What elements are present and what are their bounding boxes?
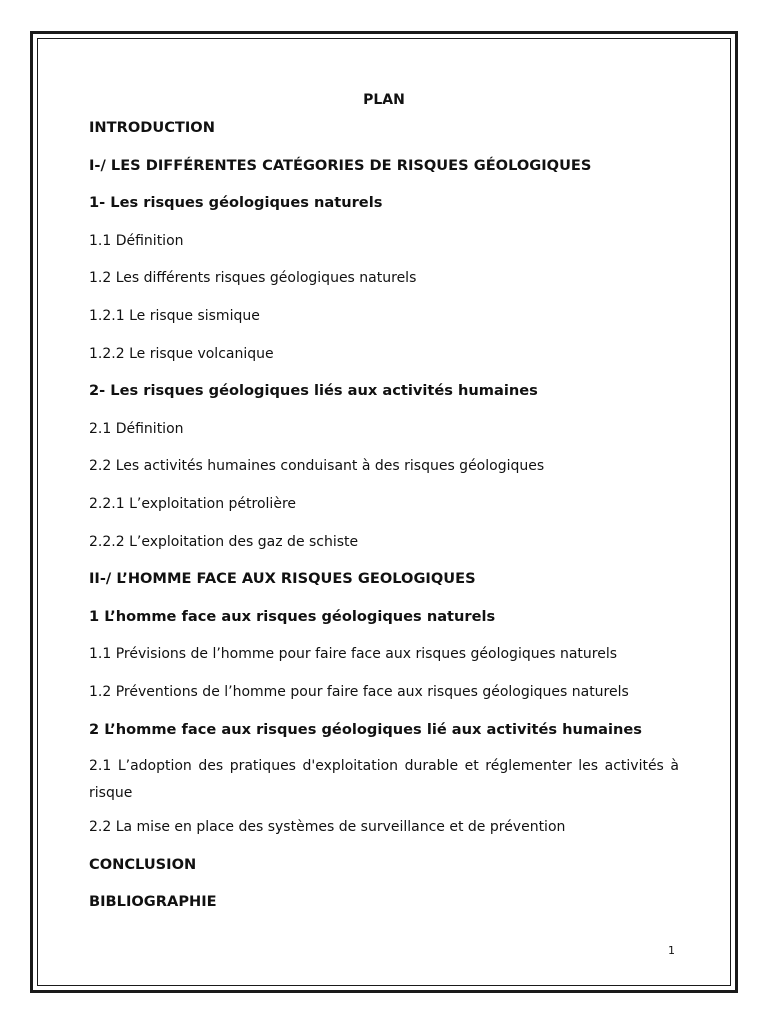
toc-entry-part2-1-2: 1.2 Préventions de l’homme pour faire face aux risques géologiques naturels: [89, 683, 629, 700]
toc-entry-2-1: 2.1 Définition: [89, 420, 184, 437]
toc-entry-part2-2-1: 2.1 L’adoption des pratiques d'exploitation durable et réglementer les activités à risque: [89, 758, 679, 802]
toc-entry-part2-1-1: 1.1 Prévisions de l’homme pour faire face aux risques géologiques naturels: [89, 646, 618, 663]
toc-entry-2-2: 2.2 Les activités humaines conduisant à des risques géologiques: [89, 458, 545, 475]
toc-entry-part2-section-2: 2 L’homme face aux risques géologiques lié aux activités humaines: [89, 720, 642, 738]
document-content: [89, 90, 679, 929]
toc-entry-2-2-1: 2.2.1 L’exploitation pétrolière: [89, 495, 296, 512]
document-title: PLAN: [363, 92, 405, 108]
toc-entry-part2-section-1: 1 L’homme face aux risques géologiques naturels: [89, 607, 496, 625]
toc-entry-1-2-2: 1.2.2 Le risque volcanique: [89, 345, 274, 362]
page-number: 1: [668, 944, 675, 957]
toc-entry-1-1: 1.1 Définition: [89, 232, 184, 249]
toc-entry-part-1: I-/ LES DIFFÉRENTES CATÉGORIES DE RISQUES GÉOLOGIQUES: [89, 156, 592, 174]
toc-entry-introduction: INTRODUCTION: [89, 119, 215, 136]
toc-entry-part2-2-2: 2.2 La mise en place des systèmes de surveillance et de prévention: [89, 819, 566, 836]
toc-entry-2-2-2: 2.2.2 L’exploitation des gaz de schiste: [89, 533, 359, 550]
toc-entry-conclusion: CONCLUSION: [89, 855, 197, 873]
toc-entry-bibliographie: BIBLIOGRAPHIE: [89, 893, 217, 911]
toc-entry-1-2: 1.2 Les différents risques géologiques naturels: [89, 270, 417, 287]
toc-entry-1-2-1: 1.2.1 Le risque sismique: [89, 307, 260, 324]
toc-entry-part-2: II-/ L’HOMME FACE AUX RISQUES GEOLOGIQUES: [89, 570, 476, 588]
toc-entry-section-2: 2- Les risques géologiques liés aux activités humaines: [89, 382, 538, 400]
toc-entry-section-1: 1- Les risques géologiques naturels: [89, 194, 383, 212]
